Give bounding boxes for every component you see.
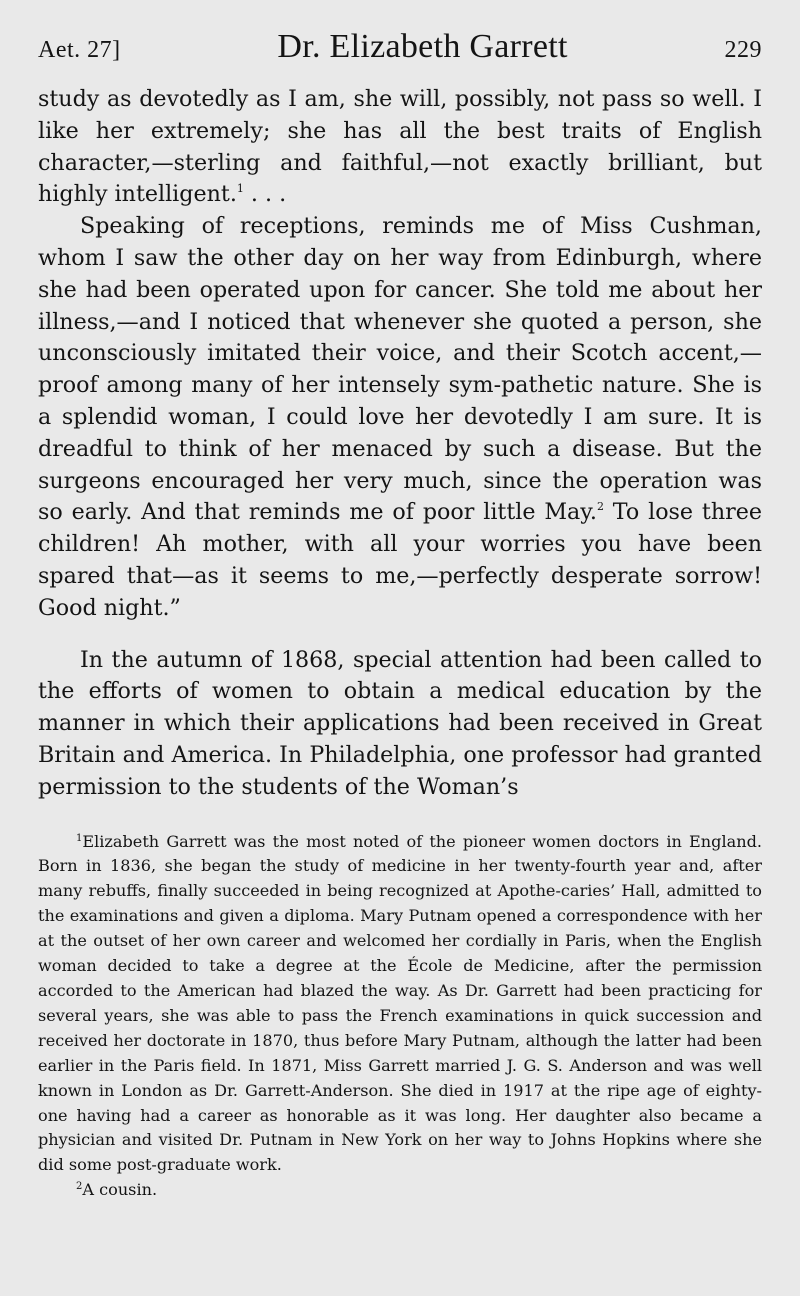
body-text xyxy=(38,84,762,804)
footnote-marker: 2 xyxy=(76,1181,83,1193)
footnote-text: Elizabeth Garrett was the most noted of the pioneer women doctors in England. Born in 1836, she began the study of medicine in her twenty-fourth year and, after many rebuffs, finally succeeded in being recognized at Apothe-caries’ Hall, admitted to the examinations and given a diploma. Mary Putnam opened a correspondence with her at the outset of her own career and welcomed her cordially in Paris, when the English woman decided to take a degree at the École de Medicine, after the permission accorded to the American had blazed the way. As Dr. Garrett had been practicing for several years, she was able to pass the French examinations in quick succession and received her doctorate in 1870, thus before Mary Putnam, although the latter had been earlier in the Paris field. In 1871, Miss Garrett married J. G. S. Anderson and was well known in London as Dr. Garrett-Anderson. She died in 1917 at the ripe age of eighty-one having had a career as honorable as it was long. Her daughter also became a physician and visited Dr. Putnam in New York on her way to Johns Hopkins where she did some post-graduate work. xyxy=(38,831,762,1175)
age-marker: Aet. 27] xyxy=(38,37,121,63)
paragraph-text-continued: To lose three children! Ah mother, with all your worries you have been spared that—as it seems to me,—perfectly desperate sorrow! Good night.” xyxy=(38,499,763,621)
paragraph-letter-continuation xyxy=(38,84,762,211)
footnotes xyxy=(38,830,762,1204)
paragraph-text: study as devotedly as I am, she will, possibly, not pass so well. I like her extremely; she has all the best traits of English character,—sterling and faithful,—not exactly brilliant, but highly intelligent. xyxy=(38,86,762,208)
footnote-1 xyxy=(38,830,762,1179)
footnote-reference-2: 2 xyxy=(596,500,604,514)
footnote-2 xyxy=(38,1178,762,1203)
footnote-text: A cousin. xyxy=(82,1180,158,1200)
page-title: Dr. Elizabeth Garrett xyxy=(277,28,568,65)
paragraph-autumn-1868: In the autumn of 1868, special attention had been called to the efforts of women to obtain a medical education by the manner in which their applications had been received in Great Britain and America. In Philadelphia, one professor had granted permission to the students of the Woman’s xyxy=(38,646,762,800)
footnote-reference-1: 1 xyxy=(236,182,244,196)
paragraph-text: Speaking of receptions, reminds me of Miss Cushman, whom I saw the other day on her way from Edinburgh, where she had been operated upon for cancer. She told me about her illness,—and I noticed that whenever she quoted a person, she unconsciously imitated their voice, and their Scotch accent,—proof among many of her intensely sym-pathetic nature. She is a splendid woman, I could love her devotedly I am sure. It is dreadful to think of her menaced by such a disease. But the surgeons encouraged her very much, since the operation was so early. And that reminds me of poor little May. xyxy=(38,213,762,526)
paragraph-miss-cushman xyxy=(38,211,762,624)
ellipsis: . . . xyxy=(243,181,287,208)
running-head xyxy=(38,28,762,76)
page-number: 229 xyxy=(724,37,762,63)
footnote-marker: 1 xyxy=(76,832,83,844)
